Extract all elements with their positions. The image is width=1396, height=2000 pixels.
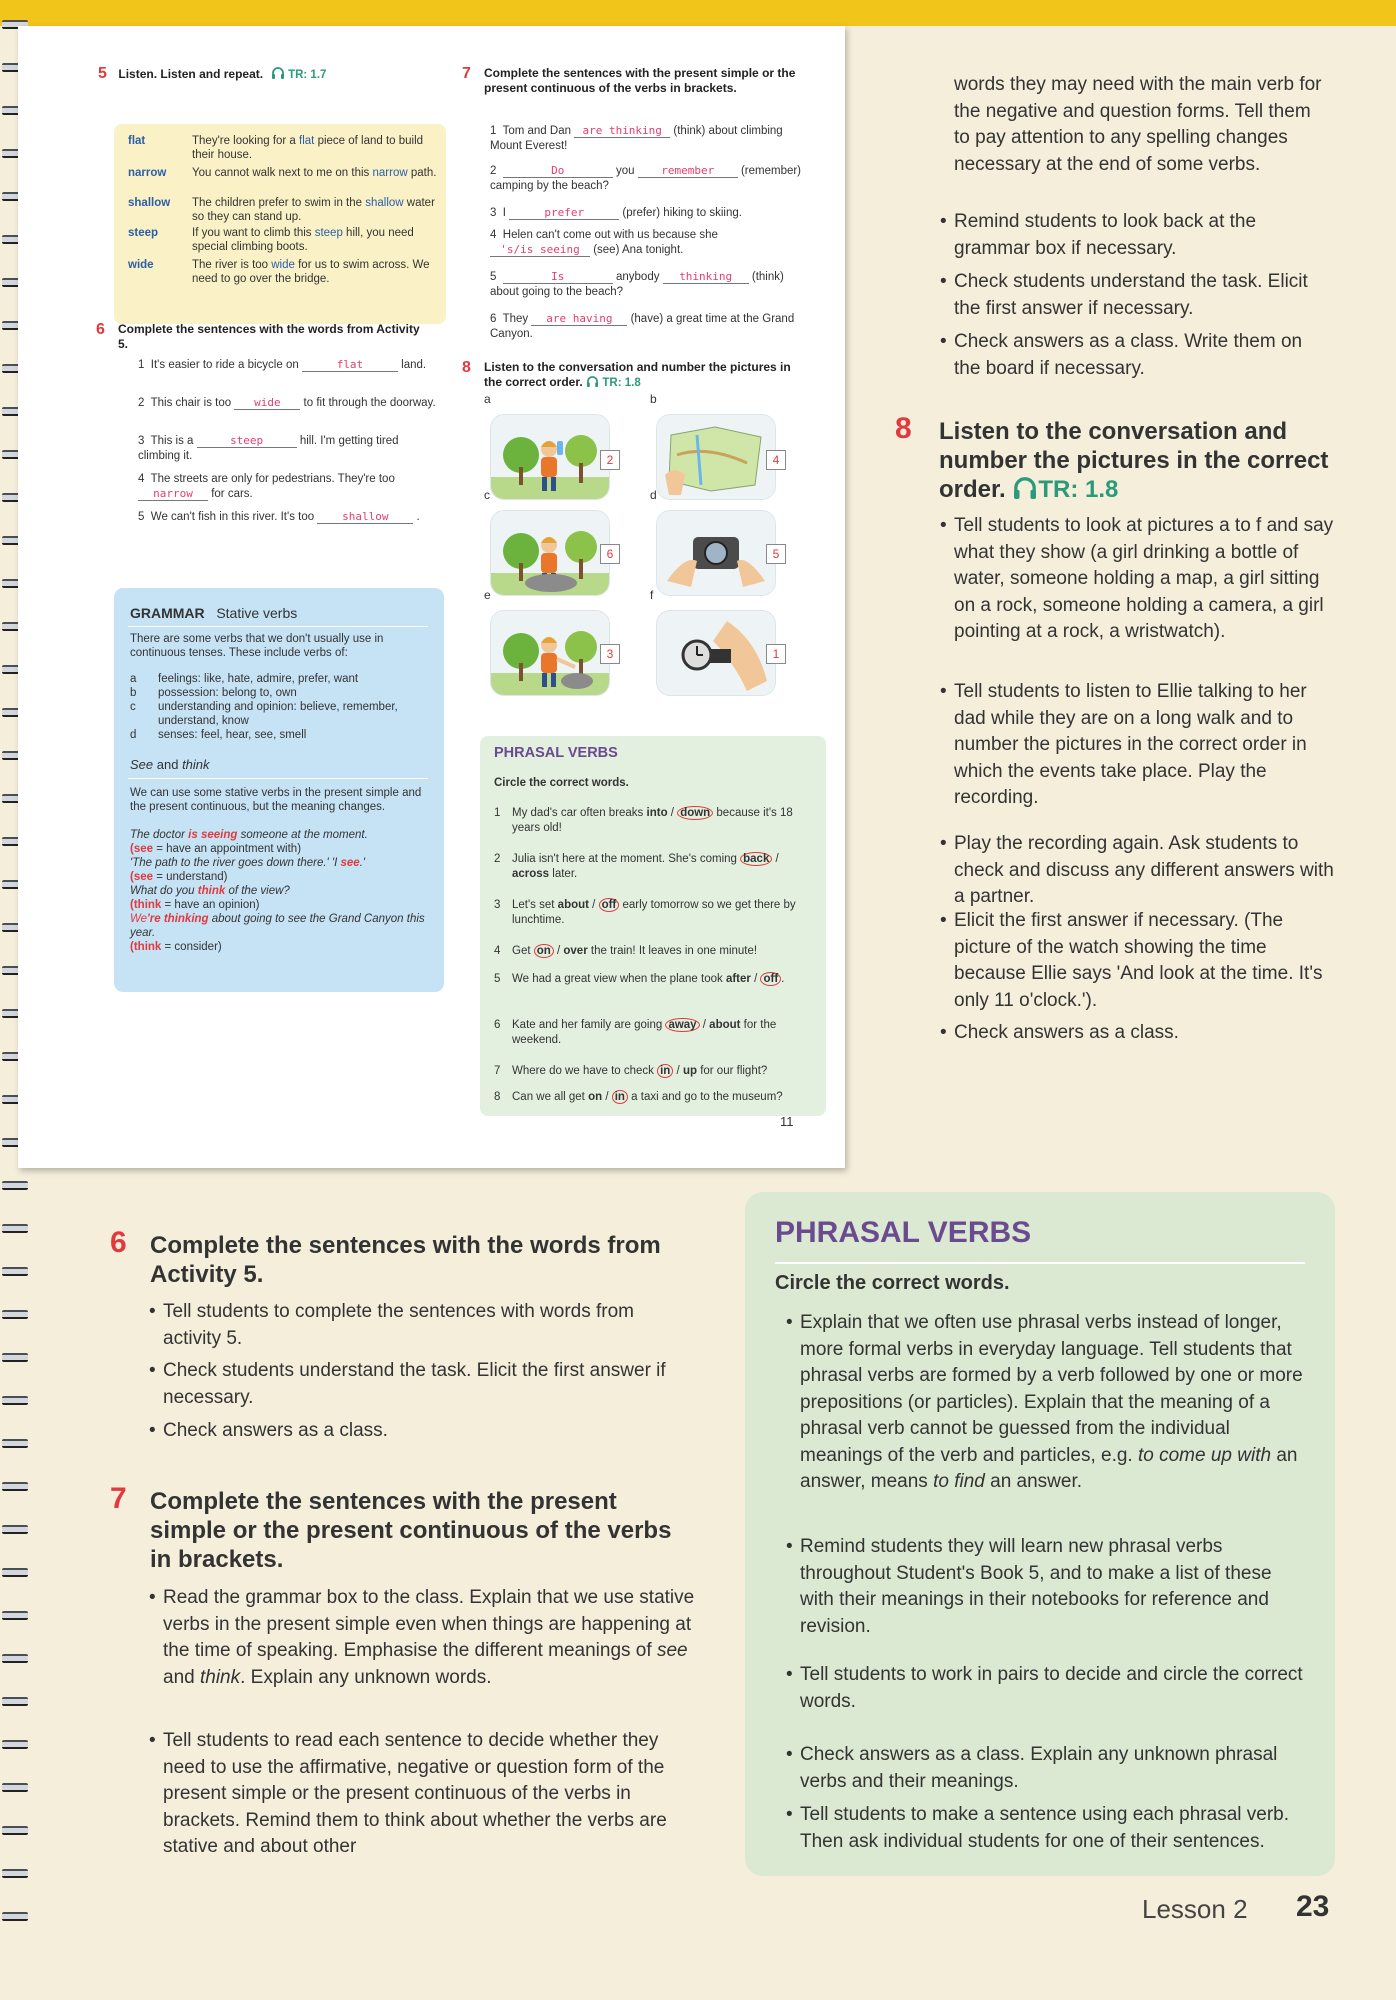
phrasal-item-number: 6	[494, 1019, 501, 1031]
phrasal-option-1: on	[534, 944, 554, 958]
ex7-header	[462, 66, 812, 96]
vocab-def-post: water so they can stand up.	[192, 197, 435, 223]
grammar-label: GRAMMAR	[130, 605, 205, 621]
phrasal-box	[480, 736, 826, 1116]
picture-answer-box: 3	[600, 644, 620, 664]
spiral-ring	[2, 1783, 28, 1792]
note-bullet	[786, 1802, 1310, 1855]
vocab-definition	[192, 166, 442, 180]
picture-letter: f	[650, 588, 654, 602]
notes8-number: 8	[895, 412, 912, 445]
grammar-topic: Stative verbs	[216, 605, 298, 621]
picture-a	[490, 414, 610, 500]
grammar-divider	[128, 626, 428, 627]
ex6-number: 6	[96, 321, 105, 338]
grammar-example-4: (see = understand)	[130, 871, 228, 883]
notes6-number: 6	[110, 1226, 127, 1259]
grammar-list-text: senses: feel, hear, see, smell	[158, 729, 307, 741]
ex6-sentence-end: for cars.	[211, 488, 253, 500]
note-bullet-text: Elicit the first answer if necessary. (The picture of the watch showing the time because Ellie says 'And look at the time. It's only 11 o'clock.').	[954, 910, 1323, 1011]
ex6-sentence-start: This is a	[150, 435, 194, 447]
spiral-ring	[2, 1611, 28, 1620]
phrasal-item-number: 8	[494, 1091, 501, 1103]
note-bullet	[786, 1534, 1310, 1640]
ex6-answer: shallow	[317, 510, 413, 524]
phrasal-option-separator: /	[750, 973, 761, 985]
spiral-ring	[2, 1482, 28, 1491]
ex6-sentence-start: This chair is too	[150, 397, 232, 409]
ex5-track: TR: 1.7	[288, 69, 327, 81]
spiral-ring	[2, 1396, 28, 1405]
ex6-sentence	[138, 434, 438, 464]
ex5-title: Listen. Listen and repeat.	[118, 67, 264, 81]
footer-lesson: Lesson 2	[1142, 1894, 1248, 1924]
note-bullet	[786, 1742, 1310, 1795]
phrasal-option-2: off	[760, 972, 781, 986]
ex7-sentence-6: 6 They are having (have) a great time at the Grand Canyon.	[490, 312, 795, 340]
ex6-header	[96, 322, 426, 352]
bullet-dot: •	[149, 1587, 156, 1608]
phrasal-option-separator: /	[667, 807, 678, 819]
phrasal-item-number: 5	[494, 973, 501, 985]
bullet-dot: •	[940, 211, 947, 232]
phrasal-item-number: 7	[494, 1065, 501, 1077]
spiral-ring	[2, 1568, 28, 1577]
phrasal-item	[494, 852, 818, 882]
grammar-example-8: (think = consider)	[130, 941, 222, 953]
ex6-answer: flat	[302, 358, 398, 372]
note-bullet-text: Check students understand the task. Elicit the first answer if necessary.	[954, 271, 1308, 319]
phrasal-notes-bullet-1: • Explain that we often use phrasal verbs instead of longer, more formal verbs in everyday language. Tell students that phrasal verbs are formed by a verb followed by one or more prepositions (or particles). Explain that the meaning of a phrasal verb cannot be guessed from the individual meanings of the verb and particles, e.g. to come up with an answer, means to find an answer.	[786, 1312, 1303, 1492]
phrasal-item-start: Let's set	[512, 899, 558, 911]
note-bullet-text: Check students understand the task. Elicit the first answer if necessary.	[163, 1360, 666, 1408]
vocab-def-post: path.	[407, 167, 437, 179]
grammar-intro: There are some verbs that we don't usually use in continuous tenses. These include verbs of:	[130, 633, 384, 659]
phrasal-instruction: Circle the correct words.	[494, 777, 629, 789]
grammar-subheading: See and think	[130, 757, 210, 772]
phrasal-notes-divider	[775, 1262, 1305, 1264]
phrasal-item-end: a taxi and go to the museum?	[627, 1091, 783, 1103]
phrasal-item-end: early tomorrow so we get there by lunchtime.	[512, 899, 796, 926]
note-bullet-text: Play the recording again. Ask students to check and discuss any different answers with a partner.	[954, 833, 1334, 907]
bullet-dot: •	[149, 1730, 156, 1751]
ex7-title: Complete the sentences with the present simple or the present continuous of the verbs in brackets.	[484, 66, 796, 95]
vocab-word: wide	[128, 259, 154, 271]
phrasal-item	[494, 972, 818, 987]
grammar-list-text: possession: belong to, own	[158, 687, 297, 699]
phrasal-item	[494, 898, 818, 928]
vocab-def-pre: You cannot walk next to me on this	[192, 167, 373, 179]
phrasal-notes-instruction: Circle the correct words.	[775, 1272, 1010, 1294]
note-bullet	[149, 1418, 683, 1445]
bullet-dot: •	[940, 910, 947, 931]
picture-letter: d	[650, 488, 657, 502]
ex6-sentence-number: 2	[138, 397, 145, 409]
grammar-list-letter: c	[130, 701, 136, 713]
phrasal-option-separator: /	[602, 1091, 612, 1103]
notes7-heading: Complete the sentences with the present simple or the present continuous of the verbs in brackets.	[150, 1488, 672, 1573]
phrasal-item-end: for the weekend.	[512, 1019, 777, 1046]
phrasal-option-1: back	[740, 852, 772, 866]
bullet-dot: •	[149, 1360, 156, 1381]
ex6-sentence-end: to fit through the doorway.	[303, 397, 436, 409]
phrasal-item-start: Julia isn't here at the moment. She's coming	[512, 853, 741, 865]
phrasal-option-2: off	[599, 898, 620, 912]
note-bullet	[786, 1662, 1310, 1715]
note-bullet-text: Check answers as a class.	[163, 1420, 388, 1441]
ex7-sentence-1: 1 Tom and Dan are thinking (think) about climbing Mount Everest!	[490, 124, 783, 152]
grammar-divider-2	[128, 778, 428, 779]
phrasal-option-2: down	[677, 806, 713, 820]
spiral-ring	[2, 1181, 28, 1190]
headphones-icon	[1012, 476, 1038, 503]
ex7-sentence-2: 2 Do you remember (remember) camping by the beach?	[490, 164, 802, 192]
ex6-sentence-start: We can't fish in this river. It's too	[150, 511, 315, 523]
note-bullet	[149, 1358, 683, 1411]
phrasal-item-end: the train! It leaves in one minute!	[587, 945, 758, 957]
notes8-heading: Listen to the conversation and number the pictures in the correct order. TR: 1.8	[939, 418, 1329, 503]
ex6-sentence	[138, 358, 438, 373]
grammar-example-1: The doctor is seeing someone at the moment.	[130, 829, 368, 841]
phrasal-item	[494, 806, 818, 836]
note-bullet-text: Tell students to make a sentence using each phrasal verb. Then ask individual students for one of their sentences.	[800, 1804, 1290, 1852]
vocab-definition	[192, 134, 442, 162]
phrasal-notes-box	[745, 1192, 1335, 1876]
note-bullet-text: Tell students to look at pictures a to f and say what they show (a girl drinking a bottle of water, someone holding a map, a girl sitting on a rock, someone holding a camera, a girl pointing at a rock, a wristwatch).	[954, 515, 1334, 642]
ex6-answer: narrow	[138, 487, 208, 501]
spiral-ring	[2, 1267, 28, 1276]
picture-answer-box: 6	[600, 544, 620, 564]
vocab-def-word: shallow	[365, 197, 404, 209]
ex8-header	[462, 360, 812, 391]
spiral-ring	[2, 1525, 28, 1534]
bullet-dot: •	[940, 515, 947, 536]
bullet-dot: •	[940, 833, 947, 854]
vocab-def-word: wide	[271, 259, 295, 271]
top-yellow-band	[0, 0, 1396, 26]
note-bullet	[940, 209, 1324, 262]
spread-page-number: 11	[780, 1114, 794, 1129]
phrasal-item-number: 2	[494, 853, 501, 865]
phrasal-option-2: in	[612, 1090, 628, 1104]
bullet-dot: •	[940, 271, 947, 292]
note-bullet	[940, 831, 1334, 911]
note-bullet	[940, 329, 1324, 382]
spiral-ring	[2, 1697, 28, 1706]
picture-e	[490, 610, 610, 696]
phrasal-option-1: away	[665, 1018, 699, 1032]
note-bullet-text: Remind students they will learn new phrasal verbs throughout Student's Book 5, and to make a list of these with their meanings in their notebooks for reference and revision.	[800, 1536, 1272, 1637]
picture-b	[656, 414, 776, 500]
ex6-sentence-start: It's easier to ride a bicycle on	[150, 359, 299, 371]
ex6-sentence-end: .	[416, 511, 420, 523]
ex6-sentence-number: 1	[138, 359, 145, 371]
bullet-dot: •	[786, 1664, 793, 1685]
phrasal-item-start: My dad's car often breaks	[512, 807, 647, 819]
bullet-dot: •	[940, 331, 947, 352]
bullet-dot: •	[786, 1536, 793, 1557]
vocab-def-post: for us to swim across. We need to go over the bridge.	[192, 259, 430, 285]
grammar-example-5: What do you think of the view?	[130, 885, 290, 897]
picture-d	[656, 510, 776, 596]
notes7-continuation: words they may need with the main verb for the negative and question forms. Tell them to pay attention to any spelling changes necessary at the end of some verbs.	[954, 74, 1322, 175]
note-bullet-text: Tell students to work in pairs to decide and circle the correct words.	[800, 1664, 1303, 1712]
phrasal-item-number: 1	[494, 807, 501, 819]
vocab-def-post: piece of land to build their house.	[192, 135, 424, 161]
phrasal-option-2: about	[709, 1019, 741, 1031]
headphones-icon	[267, 67, 285, 81]
spiral-ring	[2, 1912, 28, 1921]
phrasal-option-1: about	[557, 899, 589, 911]
note-bullet	[940, 908, 1334, 1014]
ex6-sentence-number: 4	[138, 473, 145, 485]
ex6-sentence-number: 5	[138, 511, 145, 523]
grammar-list-letter: d	[130, 729, 137, 741]
phrasal-item	[494, 1018, 818, 1048]
spiral-ring	[2, 1869, 28, 1878]
note-bullet	[940, 679, 1334, 812]
ex8-title: Listen to the conversation and number the pictures in the correct order. TR: 1.8	[484, 360, 791, 389]
spiral-ring	[2, 1224, 28, 1233]
phrasal-item-start: Can we all get	[512, 1091, 589, 1103]
bullet-dot: •	[786, 1744, 793, 1765]
phrasal-option-1: into	[646, 807, 668, 819]
grammar-example-2: (see = have an appointment with)	[130, 843, 302, 855]
notes6-heading: Complete the sentences with the words from Activity 5.	[150, 1232, 661, 1288]
notes7-bullet-1: • Read the grammar box to the class. Explain that we use stative verbs in the present simple even when things are happening at the time of speaking. Emphasise the different meanings of see and think. Explain any unknown words.	[149, 1587, 695, 1688]
vocab-word: flat	[128, 135, 146, 147]
picture-letter: b	[650, 392, 657, 406]
phrasal-item-end: for our flight?	[697, 1065, 768, 1077]
footer-page-number: 23	[1296, 1890, 1330, 1923]
grammar-list-item	[130, 686, 430, 700]
spiral-ring	[2, 1740, 28, 1749]
grammar-list-text: feelings: like, hate, admire, prefer, want	[158, 673, 359, 685]
grammar-heading	[130, 604, 430, 622]
ex7-number: 7	[462, 65, 471, 82]
picture-letter: a	[484, 392, 491, 406]
note-bullet-text: Check answers as a class. Explain any unknown phrasal verbs and their meanings.	[800, 1744, 1278, 1792]
picture-answer-box: 4	[766, 450, 786, 470]
phrasal-item-end: later.	[549, 868, 578, 880]
note-bullet	[940, 513, 1334, 646]
bullet-dot: •	[940, 1022, 947, 1043]
phrasal-item	[494, 1090, 818, 1105]
phrasal-item-number: 4	[494, 945, 501, 957]
ex7-sentence-3: 3 I prefer (prefer) hiking to skiing.	[490, 206, 742, 219]
vocab-def-word: steep	[314, 227, 343, 239]
ex6-answer: steep	[197, 434, 297, 448]
vocab-definition	[192, 196, 442, 224]
grammar-example-7: We're thinking about going to see the Grand Canyon this year.	[130, 913, 425, 939]
vocab-def-word: narrow	[372, 167, 408, 179]
phrasal-option-separator: /	[553, 945, 564, 957]
picture-letter: e	[484, 588, 491, 602]
vocab-word: narrow	[128, 167, 167, 179]
phrasal-item-end: .	[781, 973, 785, 985]
ex6-answer: wide	[234, 396, 300, 410]
ex5-header	[98, 66, 326, 83]
phrasal-item-start: Kate and her family are going	[512, 1019, 666, 1031]
picture-answer-box: 1	[766, 644, 786, 664]
bullet-dot: •	[149, 1420, 156, 1441]
phrasal-option-1: after	[725, 973, 751, 985]
spiral-ring	[2, 1826, 28, 1835]
note-bullet	[149, 1299, 683, 1352]
bullet-dot: •	[149, 1301, 156, 1322]
phrasal-option-separator: /	[772, 853, 779, 865]
vocab-box	[114, 124, 446, 324]
ex6-sentence-end: hill. I'm getting tired climbing it.	[138, 435, 399, 462]
phrasal-option-2: over	[563, 945, 588, 957]
ex6-sentence-start: The streets are only for pedestrians. They're too	[150, 473, 395, 485]
vocab-word: steep	[128, 227, 159, 239]
ex7-sentence-4: 4 Helen can't come out with us because she 's/is seeing (see) Ana tonight.	[490, 229, 718, 256]
note-bullet	[940, 269, 1324, 322]
phrasal-option-2: up	[682, 1065, 697, 1077]
phrasal-item	[494, 944, 818, 959]
grammar-box	[114, 588, 444, 992]
phrasal-item-start: Get	[512, 945, 534, 957]
ex6-sentence-end: land.	[401, 359, 427, 371]
grammar-list-item	[130, 728, 430, 742]
notes7-bullet-2: • Tell students to read each sentence to decide whether they need to use the affirmative, negative or question form of the present simple or the present continuous of the verbs in brackets. Remind them to think about whether the verbs are stative and about other	[149, 1730, 667, 1857]
vocab-def-post: hill, you need special climbing boots.	[192, 227, 414, 253]
ex6-sentence-number: 3	[138, 435, 145, 447]
picture-letter: c	[484, 488, 490, 502]
spiral-ring	[2, 1353, 28, 1362]
ex5-number: 5	[98, 65, 107, 82]
note-bullet-text: Tell students to complete the sentences with words from activity 5.	[163, 1301, 635, 1349]
vocab-def-pre: They're looking for a	[192, 135, 300, 147]
ex7-sentence-5: 5 Is anybody thinking (think) about going to the beach?	[490, 270, 784, 298]
note-bullet-text: Check answers as a class. Write them on the board if necessary.	[954, 331, 1303, 379]
phrasal-item-start: We had a great view when the plane took	[512, 973, 726, 985]
vocab-def-word: flat	[299, 135, 315, 147]
phrasal-option-separator: /	[699, 1019, 710, 1031]
phrasal-option-1: on	[588, 1091, 603, 1103]
phrasal-item-start: Where do we have to check	[512, 1065, 658, 1077]
phrasal-item-end: because it's 18 years old!	[512, 807, 793, 834]
vocab-word: shallow	[128, 197, 171, 209]
vocab-definition	[192, 258, 442, 286]
bullet-dot: •	[940, 681, 947, 702]
phrasal-option-1: in	[657, 1064, 673, 1078]
bullet-dot: •	[786, 1312, 793, 1333]
phrasal-notes-title: PHRASAL VERBS	[775, 1216, 1032, 1249]
picture-f	[656, 610, 776, 696]
note-bullet	[940, 1020, 1334, 1047]
picture-answer-box: 2	[600, 450, 620, 470]
headphones-icon	[586, 375, 599, 389]
phrasal-option-2: across	[512, 868, 550, 880]
grammar-list-letter: b	[130, 687, 137, 699]
vocab-def-pre: The river is too	[192, 259, 272, 271]
note-bullet-text: Check answers as a class.	[954, 1022, 1179, 1043]
grammar-list-text: understanding and opinion: believe, remember, understand, know	[158, 701, 398, 727]
note-bullet-text: Tell students to listen to Ellie talking to her dad while they are on a long walk and to number the pictures in the correct order in which the events take place. Play the recording.	[954, 681, 1307, 808]
ex6-sentence	[138, 396, 438, 411]
vocab-definition	[192, 226, 442, 254]
student-book-page	[18, 26, 845, 1168]
notes7-number: 7	[110, 1482, 127, 1515]
phrasal-title: PHRASAL VERBS	[494, 745, 618, 761]
ex8-number: 8	[462, 359, 471, 376]
phrasal-option-separator: /	[673, 1065, 683, 1077]
grammar-body: We can use some stative verbs in the present simple and the present continuous, but the meaning changes.	[130, 787, 422, 813]
ex6-sentence	[138, 510, 438, 525]
grammar-example-3: 'The path to the river goes down there.' 'I see.'	[130, 857, 366, 869]
note-bullet-text: Remind students to look back at the grammar box if necessary.	[954, 211, 1257, 259]
grammar-list-item	[130, 700, 430, 728]
picture-c	[490, 510, 610, 596]
ex6-sentence	[138, 472, 438, 502]
picture-answer-box: 5	[766, 544, 786, 564]
spiral-ring	[2, 1654, 28, 1663]
spiral-ring	[2, 1310, 28, 1319]
spiral-ring	[2, 1439, 28, 1448]
phrasal-item	[494, 1064, 818, 1079]
bullet-dot: •	[786, 1804, 793, 1825]
ex6-title: Complete the sentences with the words from Activity 5.	[118, 322, 420, 351]
phrasal-item-number: 3	[494, 899, 501, 911]
vocab-def-pre: If you want to climb this	[192, 227, 315, 239]
grammar-list-letter: a	[130, 673, 137, 685]
grammar-list-item	[130, 672, 430, 686]
grammar-example-6: (think = have an opinion)	[130, 899, 260, 911]
phrasal-option-separator: /	[588, 899, 599, 911]
vocab-def-pre: The children prefer to swim in the	[192, 197, 366, 209]
